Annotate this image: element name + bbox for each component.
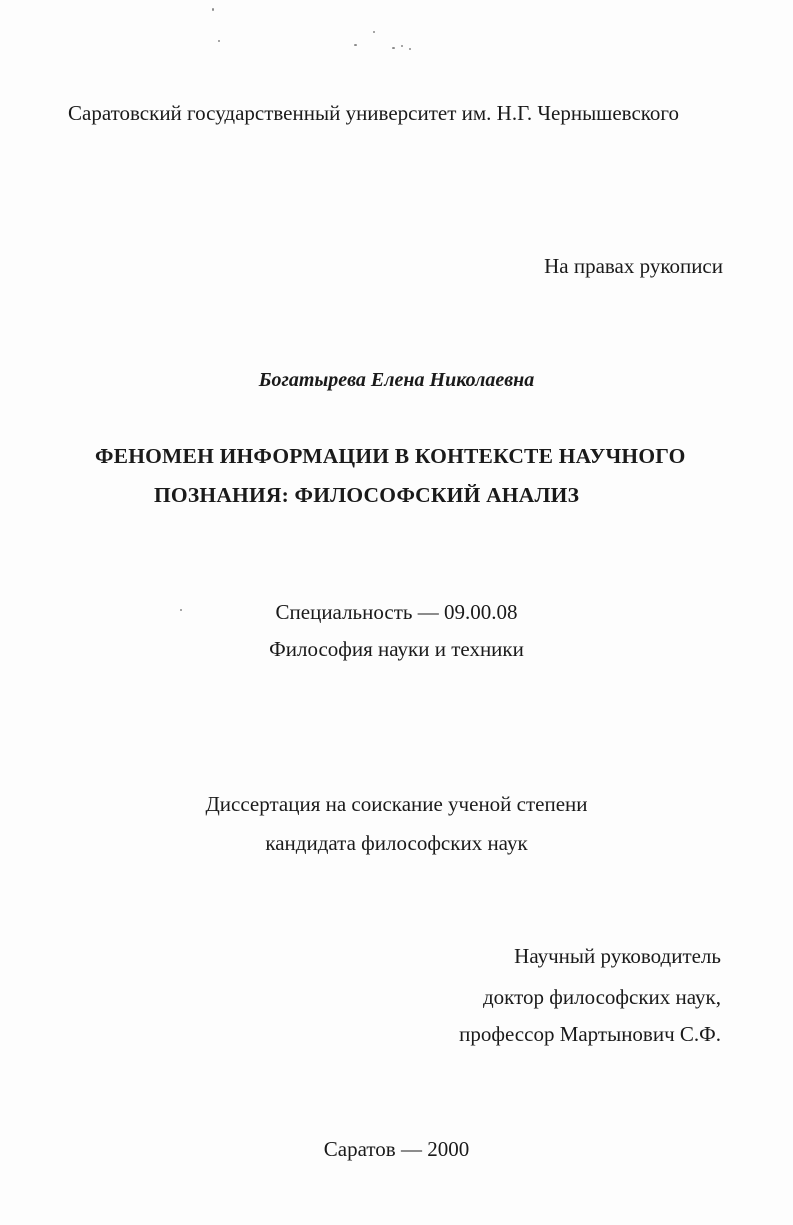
author-name: Богатырева Елена Николаевна: [258, 369, 535, 391]
advisor-label: Научный руководитель: [514, 944, 721, 968]
advisor-degree: доктор философских наук,: [483, 985, 721, 1009]
scan-speck: [401, 45, 403, 47]
manuscript-note: На правах рукописи: [544, 254, 723, 278]
degree-statement-line-1: Диссертация на соискание ученой степени: [205, 792, 588, 816]
advisor-name: профессор Мартынович С.Ф.: [459, 1022, 721, 1046]
scan-speck: [392, 47, 395, 49]
specialty-field: Философия науки и техники: [269, 637, 524, 661]
scan-speck: [218, 40, 220, 42]
scan-speck: [212, 8, 214, 11]
dissertation-title-line-1: ФЕНОМЕН ИНФОРМАЦИИ В КОНТЕКСТЕ НАУЧНОГО: [95, 444, 686, 468]
degree-statement-line-2: кандидата философских наук: [265, 831, 528, 855]
specialty-code: Специальность — 09.00.08: [275, 600, 518, 624]
dissertation-title-line-2: ПОЗНАНИЯ: ФИЛОСОФСКИЙ АНАЛИЗ: [154, 483, 580, 507]
university-name: Саратовский государственный университет им. Н.Г. Чернышевского: [68, 101, 680, 125]
city-year: Саратов — 2000: [323, 1137, 470, 1161]
scan-speck: [373, 31, 375, 33]
scan-speck: [354, 44, 357, 46]
scan-speck: [409, 48, 411, 50]
